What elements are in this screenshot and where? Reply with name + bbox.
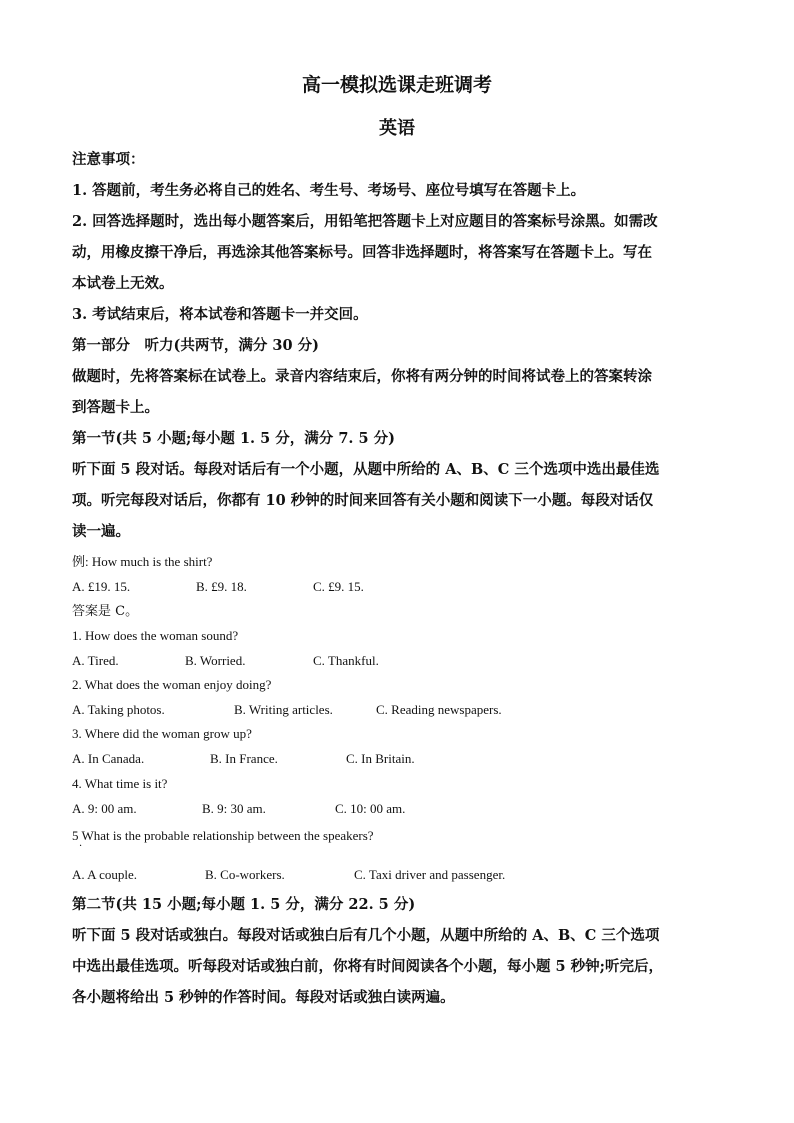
- section2-instruction: 听下面 5 段对话或独白。每段对话或独白后有几个小题，从题中所给的 A、B、C 三个选项: [72, 927, 660, 944]
- example-option-a: A. £19. 15.: [72, 579, 131, 594]
- notice-item: 2. 回答选择题时，选出每小题答案后，用铅笔把答题卡上对应题目的答案标号涂黑。如需改: [72, 213, 658, 230]
- section2-instruction: 各小题将给出 5 秒钟的作答时间。每段对话或独白读两遍。: [72, 989, 455, 1006]
- q5-option-b: B. Co-workers.: [205, 867, 285, 882]
- q2-option-b: B. Writing articles.: [234, 702, 333, 717]
- section1-heading: 第一节(共 5 小题;每小题 1. 5 分，满分 7. 5 分): [72, 430, 395, 447]
- q5-option-a: A. A couple.: [72, 867, 137, 882]
- q5-option-c: C. Taxi driver and passenger.: [354, 867, 506, 882]
- notice-item: 3. 考试结束后，将本试卷和答题卡一并交回。: [72, 306, 368, 323]
- part1-instruction: 到答题卡上。: [72, 399, 159, 416]
- exam-title: 高一模拟选课走班调考: [301, 74, 492, 96]
- q3-option-b: B. In France.: [210, 751, 278, 766]
- q1-option-c: C. Thankful.: [313, 653, 379, 668]
- question-4: 4. What time is it?: [72, 776, 168, 791]
- section2-instruction: 中选出最佳选项。听每段对话或独白前，你将有时间阅读各个小题，每小题 5 秒钟;听完后，: [72, 958, 664, 975]
- notice-item: 本试卷上无效。: [72, 275, 174, 292]
- q1-option-b: B. Worried.: [185, 653, 246, 668]
- section1-instruction: 项。听完每段对话后，你都有 10 秒钟的时间来回答有关小题和阅读下一小题。每段对话仅: [72, 492, 654, 509]
- part1-heading: 第一部分 听力(共两节，满分 30 分): [72, 337, 319, 354]
- example-answer: 答案是 C。: [72, 604, 139, 619]
- section1-instruction: 读一遍。: [72, 523, 130, 540]
- q1-option-a: A. Tired.: [72, 653, 119, 668]
- notice-heading: 注意事项：: [72, 151, 145, 168]
- subject-title: 英语: [379, 118, 415, 139]
- section2-heading: 第二节(共 15 小题;每小题 1. 5 分，满分 22. 5 分): [72, 896, 416, 913]
- q3-option-c: C. In Britain.: [346, 751, 415, 766]
- q3-option-a: A. In Canada.: [72, 751, 145, 766]
- question-5: 5 What is the probable relationship between the speakers?: [72, 828, 374, 843]
- question-1: 1. How does the woman sound?: [72, 628, 239, 643]
- question-3: 3. Where did the woman grow up?: [72, 726, 252, 741]
- question-2: 2. What does the woman enjoy doing?: [72, 677, 272, 692]
- example-question: 例: How much is the shirt?: [72, 554, 213, 569]
- q2-option-a: A. Taking photos.: [72, 702, 165, 717]
- notice-item: 动，用橡皮擦干净后，再选涂其他答案标号。回答非选择题时，将答案写在答题卡上。写在: [72, 244, 652, 261]
- example-option-b: B. £9. 18.: [196, 579, 247, 594]
- stray-dot-mark: ·: [79, 841, 83, 852]
- q4-option-a: A. 9: 00 am.: [72, 801, 137, 816]
- notice-item: 1. 答题前，考生务必将自己的姓名、考生号、考场号、座位号填写在答题卡上。: [72, 182, 586, 199]
- part1-instruction: 做题时，先将答案标在试卷上。录音内容结束后，你将有两分钟的时间将试卷上的答案转涂: [72, 368, 652, 385]
- example-option-c: C. £9. 15.: [313, 579, 364, 594]
- q4-option-c: C. 10: 00 am.: [335, 801, 406, 816]
- q2-option-c: C. Reading newspapers.: [376, 702, 502, 717]
- section1-instruction: 听下面 5 段对话。每段对话后有一个小题，从题中所给的 A、B、C 三个选项中选出最佳选: [72, 461, 660, 478]
- q4-option-b: B. 9: 30 am.: [202, 801, 266, 816]
